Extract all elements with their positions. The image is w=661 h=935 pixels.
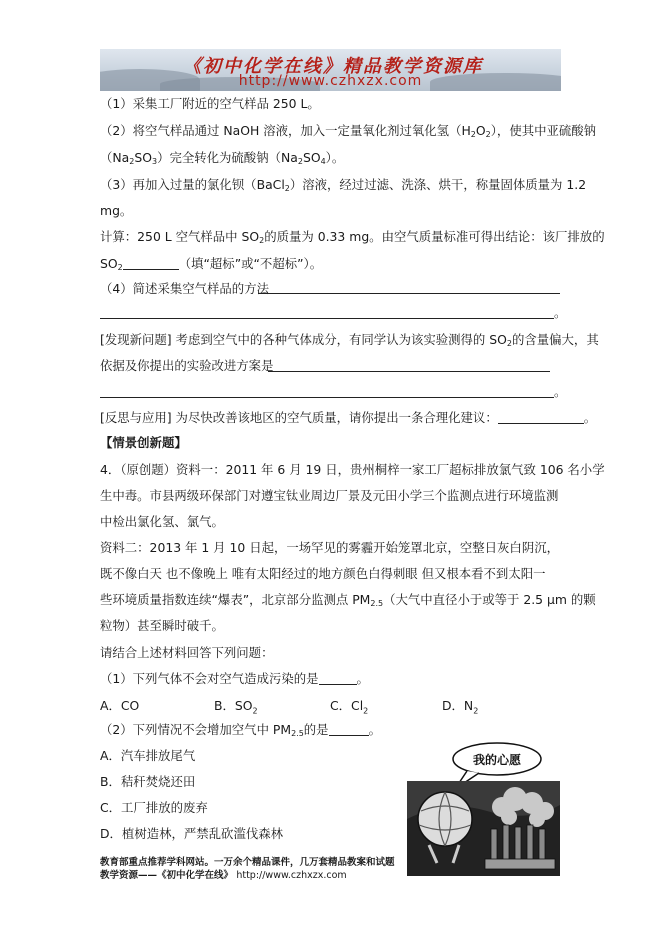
step-3: （3）再加入过量的氯化钡（BaCl$_2$）溶液，经过过滤、洗涤、烘干，称量固体质量为 1.2 — [100, 177, 587, 193]
wish-cartoon — [407, 739, 560, 876]
banner-url: http://www.czhxzx.com — [238, 73, 423, 89]
answer-blank-q1[interactable] — [319, 672, 357, 685]
q2-option-d[interactable]: D．植树造林，严禁乱砍滥伐森林 — [100, 826, 284, 841]
step-2-cont: $(Na_2SO_3)$完全转化为硫酸钠$(Na_2SO_4)$。 — [100, 150, 345, 166]
question-1: （1）下列气体不会对空气造成污染的是 。 — [100, 671, 369, 686]
option-d[interactable]: D．$N_2$ — [442, 698, 479, 716]
answer-line-method-2[interactable] — [100, 318, 554, 319]
step-2: （2）将空气样品通过 NaOH 溶液，加入一定量氧化剂过氧化氢$(H_2O_2)$，使其中亚硫酸钠 — [100, 123, 597, 139]
header-banner — [100, 49, 561, 91]
period-mark: 。 — [554, 305, 567, 320]
new-problem: [发现新问题] 考虑到空气中的各种气体成分，有同学认为该实验测得的 $SO_2$的含量偏大，其 — [100, 332, 599, 348]
calc-answer: $SO_2$ （填“超标”或“不超标”）。 — [100, 256, 323, 272]
q2-option-a[interactable]: A．汽车排放尾气 — [100, 748, 196, 763]
question-2: （2）下列情况不会增加空气中 $PM_{2.5}$的是 。 — [100, 722, 381, 738]
banner-title: 《初中化学在线》精品教学资源库 — [183, 56, 483, 77]
prompt: 请结合上述材料回答下列问题： — [100, 645, 274, 660]
new-problem-cont: 依据及你提出的实验改进方案是 — [100, 358, 274, 373]
footer-link[interactable]: http://www.czhxzx.com — [236, 870, 347, 881]
material-1-cont: 中检出氯化氢、氯气。 — [100, 514, 224, 529]
answer-blank-q2[interactable] — [329, 723, 369, 736]
step-1: （1）采集工厂附近的空气样品 250 L。 — [100, 96, 320, 111]
calc-text: 计算：250 L 空气样品中 $SO_2$的质量为 0.33 mg。由空气质量标准可得出结论：该厂排放的 — [100, 229, 605, 245]
period-mark: 。 — [554, 384, 567, 399]
answer-blank-suggestion[interactable] — [498, 411, 584, 424]
step-3-cont: mg。 — [100, 203, 133, 218]
material-2-cont: 既不像白天 也不像晚上 唯有太阳经过的地方颜色白得刺眼 但又根本看不到太阳一 — [100, 566, 546, 581]
option-b[interactable]: B．$SO_2$ — [214, 698, 258, 716]
material-1: 4．（原创题）资料一：2011 年 6 月 19 日，贵州桐梓一家工厂超标排放氯气致 106 名小学 — [100, 462, 605, 477]
material-2-cont: 些环境质量指数连续“爆表”，北京部分监测点 $PM_{2.5}$（大气中直径小于或等于 2.5 μm 的颗 — [100, 592, 596, 608]
option-c[interactable]: C．$Cl_2$ — [330, 698, 369, 716]
page-footer: 教育部重点推荐学科网站。一万余个精品课件，几万套精品教案和试题 教学资源——《初中化学在线》 http://www.czhxzx.com — [100, 857, 395, 881]
option-a[interactable]: A．CO — [100, 698, 140, 713]
cartoon-bubble-text: 我的心愿 — [472, 753, 522, 767]
answer-blank-sample[interactable] — [123, 257, 179, 270]
answer-line-plan[interactable] — [268, 371, 550, 372]
step-4: （4）简述采集空气样品的方法 — [100, 281, 269, 296]
material-2-cont: 粒物）甚至瞬时破千。 — [100, 618, 224, 633]
q2-option-c[interactable]: C．工厂排放的废弃 — [100, 800, 208, 815]
q2-option-b[interactable]: B．秸秆焚烧还田 — [100, 774, 196, 789]
section-heading: 【情景创新题】 — [100, 435, 187, 450]
answer-line-plan-2[interactable] — [100, 397, 554, 398]
answer-line-method[interactable] — [258, 293, 560, 294]
material-1-cont: 生中毒。市县两级环保部门对遵宝钛业周边厂景及元田小学三个监测点进行环境监测 — [100, 488, 559, 503]
reflection: [反思与应用] 为尽快改善该地区的空气质量，请你提出一条合理化建议： 。 — [100, 410, 597, 425]
material-2: 资料二：2013 年 1 月 10 日起，一场罕见的雾霾开始笼罩北京，空整日灰白阴沉， — [100, 540, 559, 555]
